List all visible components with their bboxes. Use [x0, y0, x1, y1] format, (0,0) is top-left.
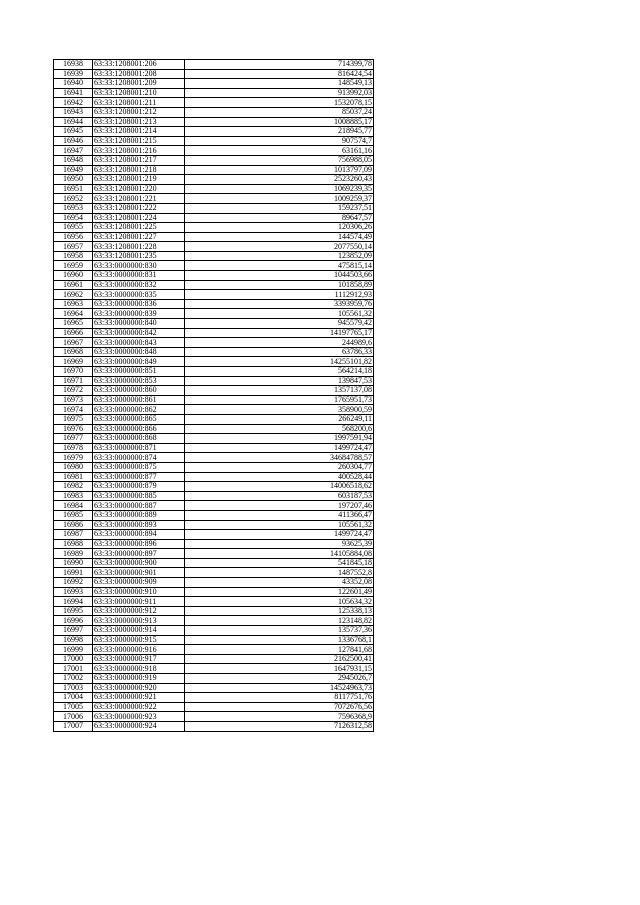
value-cell: 34684788,57 — [185, 453, 374, 463]
table-row — [54, 98, 374, 108]
table-body — [54, 60, 374, 732]
row-number-cell: 16980 — [54, 462, 93, 472]
cadastral-number-cell: 63:33:1208001:225 — [93, 223, 185, 233]
value-cell: 105561,32 — [185, 309, 374, 319]
value-cell: 1069239,35 — [185, 184, 374, 194]
row-number-cell: 16970 — [54, 367, 93, 377]
row-number-cell: 16968 — [54, 347, 93, 357]
cadastral-number-cell: 63:33:1208001:228 — [93, 242, 185, 252]
row-number-cell: 16996 — [54, 616, 93, 626]
row-number-cell: 16960 — [54, 271, 93, 281]
table-row — [54, 60, 374, 70]
row-number-cell: 17002 — [54, 674, 93, 684]
table-row — [54, 539, 374, 549]
value-cell: 1532078,15 — [185, 98, 374, 108]
value-cell: 197207,46 — [185, 501, 374, 511]
row-number-cell: 16963 — [54, 299, 93, 309]
cadastral-number-cell: 63:33:0000000:860 — [93, 386, 185, 396]
table-row — [54, 146, 374, 156]
value-cell: 105561,32 — [185, 520, 374, 530]
cadastral-number-cell: 63:33:1208001:219 — [93, 175, 185, 185]
table-row — [54, 309, 374, 319]
table-row — [54, 117, 374, 127]
table-row — [54, 434, 374, 444]
cadastral-number-cell: 63:33:1208001:212 — [93, 107, 185, 117]
value-cell: 101858,89 — [185, 280, 374, 290]
row-number-cell: 16987 — [54, 530, 93, 540]
row-number-cell: 16979 — [54, 453, 93, 463]
cadastral-number-cell: 63:33:0000000:897 — [93, 549, 185, 559]
cadastral-number-cell: 63:33:1208001:224 — [93, 213, 185, 223]
table-row — [54, 616, 374, 626]
value-cell: 603187,53 — [185, 491, 374, 501]
value-cell: 122601,49 — [185, 587, 374, 597]
row-number-cell: 16971 — [54, 376, 93, 386]
value-cell: 244989,6 — [185, 338, 374, 348]
cadastral-number-cell: 63:33:0000000:874 — [93, 453, 185, 463]
cadastral-number-cell: 63:33:0000000:861 — [93, 395, 185, 405]
cadastral-number-cell: 63:33:0000000:843 — [93, 338, 185, 348]
cadastral-number-cell: 63:33:0000000:842 — [93, 328, 185, 338]
value-cell: 218945,77 — [185, 127, 374, 137]
row-number-cell: 16950 — [54, 175, 93, 185]
row-number-cell: 16972 — [54, 386, 93, 396]
value-cell: 1765951,73 — [185, 395, 374, 405]
row-number-cell: 16974 — [54, 405, 93, 415]
value-cell: 7072676,56 — [185, 702, 374, 712]
table-row — [54, 290, 374, 300]
row-number-cell: 17005 — [54, 702, 93, 712]
table-row — [54, 184, 374, 194]
table-row — [54, 107, 374, 117]
cadastral-number-cell: 63:33:0000000:894 — [93, 530, 185, 540]
cadastral-number-cell: 63:33:0000000:915 — [93, 635, 185, 645]
table-row — [54, 386, 374, 396]
cadastral-number-cell: 63:33:0000000:853 — [93, 376, 185, 386]
value-cell: 1357137,08 — [185, 386, 374, 396]
value-cell: 3393959,76 — [185, 299, 374, 309]
cadastral-number-cell: 63:33:0000000:879 — [93, 482, 185, 492]
cadastral-number-cell: 63:33:0000000:889 — [93, 510, 185, 520]
row-number-cell: 16969 — [54, 357, 93, 367]
value-cell: 63786,33 — [185, 347, 374, 357]
row-number-cell: 16951 — [54, 184, 93, 194]
table-row — [54, 127, 374, 137]
row-number-cell: 16947 — [54, 146, 93, 156]
value-cell: 260304,77 — [185, 462, 374, 472]
value-cell: 93625,39 — [185, 539, 374, 549]
value-cell: 148549,13 — [185, 79, 374, 89]
row-number-cell: 16959 — [54, 261, 93, 271]
cadastral-number-cell: 63:33:0000000:848 — [93, 347, 185, 357]
table-row — [54, 683, 374, 693]
cadastral-number-cell: 63:33:0000000:919 — [93, 674, 185, 684]
row-number-cell: 16981 — [54, 472, 93, 482]
table-row — [54, 530, 374, 540]
value-cell: 2945026,7 — [185, 674, 374, 684]
value-cell: 125338,13 — [185, 606, 374, 616]
value-cell: 1008885,17 — [185, 117, 374, 127]
cadastral-number-cell: 63:33:0000000:851 — [93, 367, 185, 377]
cadastral-number-cell: 63:33:0000000:832 — [93, 280, 185, 290]
value-cell: 1044503,66 — [185, 271, 374, 281]
value-cell: 568200,6 — [185, 424, 374, 434]
cadastral-number-cell: 63:33:1208001:220 — [93, 184, 185, 194]
table-row — [54, 491, 374, 501]
table-row — [54, 328, 374, 338]
cadastral-number-cell: 63:33:0000000:830 — [93, 261, 185, 271]
row-number-cell: 16949 — [54, 165, 93, 175]
table-row — [54, 165, 374, 175]
table-row — [54, 453, 374, 463]
value-cell: 945579,42 — [185, 319, 374, 329]
cadastral-number-cell: 63:33:0000000:831 — [93, 271, 185, 281]
row-number-cell: 16992 — [54, 578, 93, 588]
row-number-cell: 16973 — [54, 395, 93, 405]
table-row — [54, 587, 374, 597]
value-cell: 7126312,58 — [185, 721, 374, 731]
table-row — [54, 702, 374, 712]
row-number-cell: 17007 — [54, 721, 93, 731]
cadastral-number-cell: 63:33:0000000:921 — [93, 693, 185, 703]
table-row — [54, 626, 374, 636]
table-row — [54, 472, 374, 482]
table-row — [54, 424, 374, 434]
value-cell: 135737,36 — [185, 626, 374, 636]
table-row — [54, 664, 374, 674]
value-cell: 756988,05 — [185, 155, 374, 165]
cadastral-number-cell: 63:33:0000000:922 — [93, 702, 185, 712]
cadastral-number-cell: 63:33:1208001:213 — [93, 117, 185, 127]
table-row — [54, 635, 374, 645]
row-number-cell: 16998 — [54, 635, 93, 645]
value-cell: 105634,32 — [185, 597, 374, 607]
data-table — [53, 59, 374, 732]
value-cell: 2523260,43 — [185, 175, 374, 185]
table-row — [54, 357, 374, 367]
table-row — [54, 69, 374, 79]
cadastral-number-cell: 63:33:1208001:217 — [93, 155, 185, 165]
table-row — [54, 578, 374, 588]
value-cell: 400528,44 — [185, 472, 374, 482]
table-row — [54, 606, 374, 616]
value-cell: 123148,82 — [185, 616, 374, 626]
row-number-cell: 16966 — [54, 328, 93, 338]
cadastral-number-cell: 63:33:1208001:210 — [93, 88, 185, 98]
row-number-cell: 16989 — [54, 549, 93, 559]
cadastral-number-cell: 63:33:1208001:215 — [93, 136, 185, 146]
row-number-cell: 16944 — [54, 117, 93, 127]
cadastral-number-cell: 63:33:0000000:868 — [93, 434, 185, 444]
table-row — [54, 558, 374, 568]
table-row — [54, 674, 374, 684]
cadastral-number-cell: 63:33:0000000:849 — [93, 357, 185, 367]
table-row — [54, 510, 374, 520]
cadastral-number-cell: 63:33:0000000:916 — [93, 645, 185, 655]
cadastral-number-cell: 63:33:1208001:222 — [93, 203, 185, 213]
value-cell: 358900,59 — [185, 405, 374, 415]
value-cell: 120306,26 — [185, 223, 374, 233]
row-number-cell: 16938 — [54, 60, 93, 70]
value-cell: 1647931,15 — [185, 664, 374, 674]
cadastral-number-cell: 63:33:1208001:216 — [93, 146, 185, 156]
row-number-cell: 16976 — [54, 424, 93, 434]
table-row — [54, 136, 374, 146]
cadastral-number-cell: 63:33:0000000:875 — [93, 462, 185, 472]
value-cell: 1499724,47 — [185, 443, 374, 453]
table-row — [54, 203, 374, 213]
table-row — [54, 693, 374, 703]
row-number-cell: 16955 — [54, 223, 93, 233]
table-row — [54, 367, 374, 377]
table-row — [54, 175, 374, 185]
value-cell: 411366,47 — [185, 510, 374, 520]
table-row — [54, 568, 374, 578]
value-cell: 564214,18 — [185, 367, 374, 377]
value-cell: 127841,68 — [185, 645, 374, 655]
value-cell: 14197765,17 — [185, 328, 374, 338]
cadastral-number-cell: 63:33:0000000:924 — [93, 721, 185, 731]
cadastral-number-cell: 63:33:0000000:896 — [93, 539, 185, 549]
row-number-cell: 16993 — [54, 587, 93, 597]
value-cell: 14006518,62 — [185, 482, 374, 492]
value-cell: 63161,16 — [185, 146, 374, 156]
cadastral-number-cell: 63:33:1208001:221 — [93, 194, 185, 204]
value-cell: 1499724,47 — [185, 530, 374, 540]
value-cell: 475815,14 — [185, 261, 374, 271]
value-cell: 1997591,94 — [185, 434, 374, 444]
table-row — [54, 462, 374, 472]
row-number-cell: 16991 — [54, 568, 93, 578]
value-cell: 1336768,1 — [185, 635, 374, 645]
table-row — [54, 232, 374, 242]
cadastral-number-cell: 63:33:0000000:862 — [93, 405, 185, 415]
row-number-cell: 16942 — [54, 98, 93, 108]
cadastral-number-cell: 63:33:0000000:909 — [93, 578, 185, 588]
value-cell: 266249,11 — [185, 414, 374, 424]
table-row — [54, 520, 374, 530]
cadastral-number-cell: 63:33:0000000:910 — [93, 587, 185, 597]
value-cell: 1013797,09 — [185, 165, 374, 175]
cadastral-number-cell: 63:33:0000000:911 — [93, 597, 185, 607]
cadastral-number-cell: 63:33:0000000:836 — [93, 299, 185, 309]
table-row — [54, 376, 374, 386]
value-cell: 43352,08 — [185, 578, 374, 588]
cadastral-number-cell: 63:33:0000000:914 — [93, 626, 185, 636]
cadastral-number-cell: 63:33:0000000:893 — [93, 520, 185, 530]
row-number-cell: 16994 — [54, 597, 93, 607]
table-row — [54, 712, 374, 722]
value-cell: 8117751,76 — [185, 693, 374, 703]
value-cell: 541845,18 — [185, 558, 374, 568]
row-number-cell: 17003 — [54, 683, 93, 693]
row-number-cell: 16965 — [54, 319, 93, 329]
table-row — [54, 79, 374, 89]
cadastral-number-cell: 63:33:0000000:865 — [93, 414, 185, 424]
cadastral-number-cell: 63:33:0000000:877 — [93, 472, 185, 482]
table-row — [54, 261, 374, 271]
value-cell: 159237,51 — [185, 203, 374, 213]
row-number-cell: 16958 — [54, 251, 93, 261]
value-cell: 89647,57 — [185, 213, 374, 223]
value-cell: 907574,7 — [185, 136, 374, 146]
row-number-cell: 16978 — [54, 443, 93, 453]
table-row — [54, 242, 374, 252]
table-row — [54, 405, 374, 415]
cadastral-number-cell: 63:33:1208001:227 — [93, 232, 185, 242]
value-cell: 2077550,14 — [185, 242, 374, 252]
value-cell: 144574,49 — [185, 232, 374, 242]
cadastral-number-cell: 63:33:1208001:218 — [93, 165, 185, 175]
value-cell: 714399,78 — [185, 60, 374, 70]
cadastral-number-cell: 63:33:0000000:900 — [93, 558, 185, 568]
cadastral-number-cell: 63:33:0000000:901 — [93, 568, 185, 578]
row-number-cell: 16995 — [54, 606, 93, 616]
row-number-cell: 16953 — [54, 203, 93, 213]
table-row — [54, 347, 374, 357]
cadastral-number-cell: 63:33:0000000:912 — [93, 606, 185, 616]
cadastral-number-cell: 63:33:0000000:917 — [93, 654, 185, 664]
row-number-cell: 16999 — [54, 645, 93, 655]
table-row — [54, 645, 374, 655]
table-row — [54, 271, 374, 281]
row-number-cell: 16941 — [54, 88, 93, 98]
cadastral-number-cell: 63:33:0000000:913 — [93, 616, 185, 626]
table-row — [54, 482, 374, 492]
cadastral-number-cell: 63:33:0000000:871 — [93, 443, 185, 453]
table-row — [54, 194, 374, 204]
table-row — [54, 338, 374, 348]
row-number-cell: 16967 — [54, 338, 93, 348]
cadastral-number-cell: 63:33:0000000:839 — [93, 309, 185, 319]
row-number-cell: 16957 — [54, 242, 93, 252]
row-number-cell: 16964 — [54, 309, 93, 319]
row-number-cell: 16961 — [54, 280, 93, 290]
row-number-cell: 17004 — [54, 693, 93, 703]
value-cell: 1009259,37 — [185, 194, 374, 204]
row-number-cell: 17000 — [54, 654, 93, 664]
cadastral-number-cell: 63:33:1208001:211 — [93, 98, 185, 108]
cadastral-number-cell: 63:33:1208001:206 — [93, 60, 185, 70]
cadastral-number-cell: 63:33:0000000:887 — [93, 501, 185, 511]
row-number-cell: 16948 — [54, 155, 93, 165]
row-number-cell: 16984 — [54, 501, 93, 511]
row-number-cell: 16945 — [54, 127, 93, 137]
cadastral-number-cell: 63:33:1208001:235 — [93, 251, 185, 261]
value-cell: 2162500,41 — [185, 654, 374, 664]
row-number-cell: 16962 — [54, 290, 93, 300]
table-row — [54, 395, 374, 405]
cadastral-number-cell: 63:33:0000000:918 — [93, 664, 185, 674]
cadastral-number-cell: 63:33:1208001:208 — [93, 69, 185, 79]
table-row — [54, 597, 374, 607]
table-row — [54, 501, 374, 511]
cadastral-number-cell: 63:33:0000000:835 — [93, 290, 185, 300]
value-cell: 85037,24 — [185, 107, 374, 117]
table-row — [54, 88, 374, 98]
row-number-cell: 16990 — [54, 558, 93, 568]
cadastral-number-cell: 63:33:0000000:840 — [93, 319, 185, 329]
row-number-cell: 16977 — [54, 434, 93, 444]
table-row — [54, 414, 374, 424]
row-number-cell: 16954 — [54, 213, 93, 223]
cadastral-number-cell: 63:33:1208001:209 — [93, 79, 185, 89]
value-cell: 913992,03 — [185, 88, 374, 98]
table-row — [54, 155, 374, 165]
row-number-cell: 16983 — [54, 491, 93, 501]
value-cell: 123852,09 — [185, 251, 374, 261]
row-number-cell: 16952 — [54, 194, 93, 204]
row-number-cell: 16982 — [54, 482, 93, 492]
row-number-cell: 16956 — [54, 232, 93, 242]
table-row — [54, 213, 374, 223]
row-number-cell: 16940 — [54, 79, 93, 89]
table-row — [54, 721, 374, 731]
value-cell: 14105884,08 — [185, 549, 374, 559]
cadastral-number-cell: 63:33:0000000:920 — [93, 683, 185, 693]
row-number-cell: 16997 — [54, 626, 93, 636]
value-cell: 139847,53 — [185, 376, 374, 386]
value-cell: 1112912,93 — [185, 290, 374, 300]
value-cell: 14524963,73 — [185, 683, 374, 693]
table-row — [54, 319, 374, 329]
row-number-cell: 16943 — [54, 107, 93, 117]
table-row — [54, 654, 374, 664]
table-row — [54, 223, 374, 233]
row-number-cell: 16986 — [54, 520, 93, 530]
row-number-cell: 16975 — [54, 414, 93, 424]
row-number-cell: 17001 — [54, 664, 93, 674]
row-number-cell: 16988 — [54, 539, 93, 549]
row-number-cell: 16985 — [54, 510, 93, 520]
row-number-cell: 16939 — [54, 69, 93, 79]
cadastral-number-cell: 63:33:1208001:214 — [93, 127, 185, 137]
table-row — [54, 443, 374, 453]
value-cell: 14255101,82 — [185, 357, 374, 367]
value-cell: 1487552,8 — [185, 568, 374, 578]
table-row — [54, 549, 374, 559]
table-row — [54, 280, 374, 290]
table-row — [54, 251, 374, 261]
cadastral-number-cell: 63:33:0000000:885 — [93, 491, 185, 501]
cadastral-number-cell: 63:33:0000000:923 — [93, 712, 185, 722]
row-number-cell: 17006 — [54, 712, 93, 722]
cadastral-number-cell: 63:33:0000000:866 — [93, 424, 185, 434]
row-number-cell: 16946 — [54, 136, 93, 146]
value-cell: 816424,54 — [185, 69, 374, 79]
table-row — [54, 299, 374, 309]
value-cell: 7596368,9 — [185, 712, 374, 722]
